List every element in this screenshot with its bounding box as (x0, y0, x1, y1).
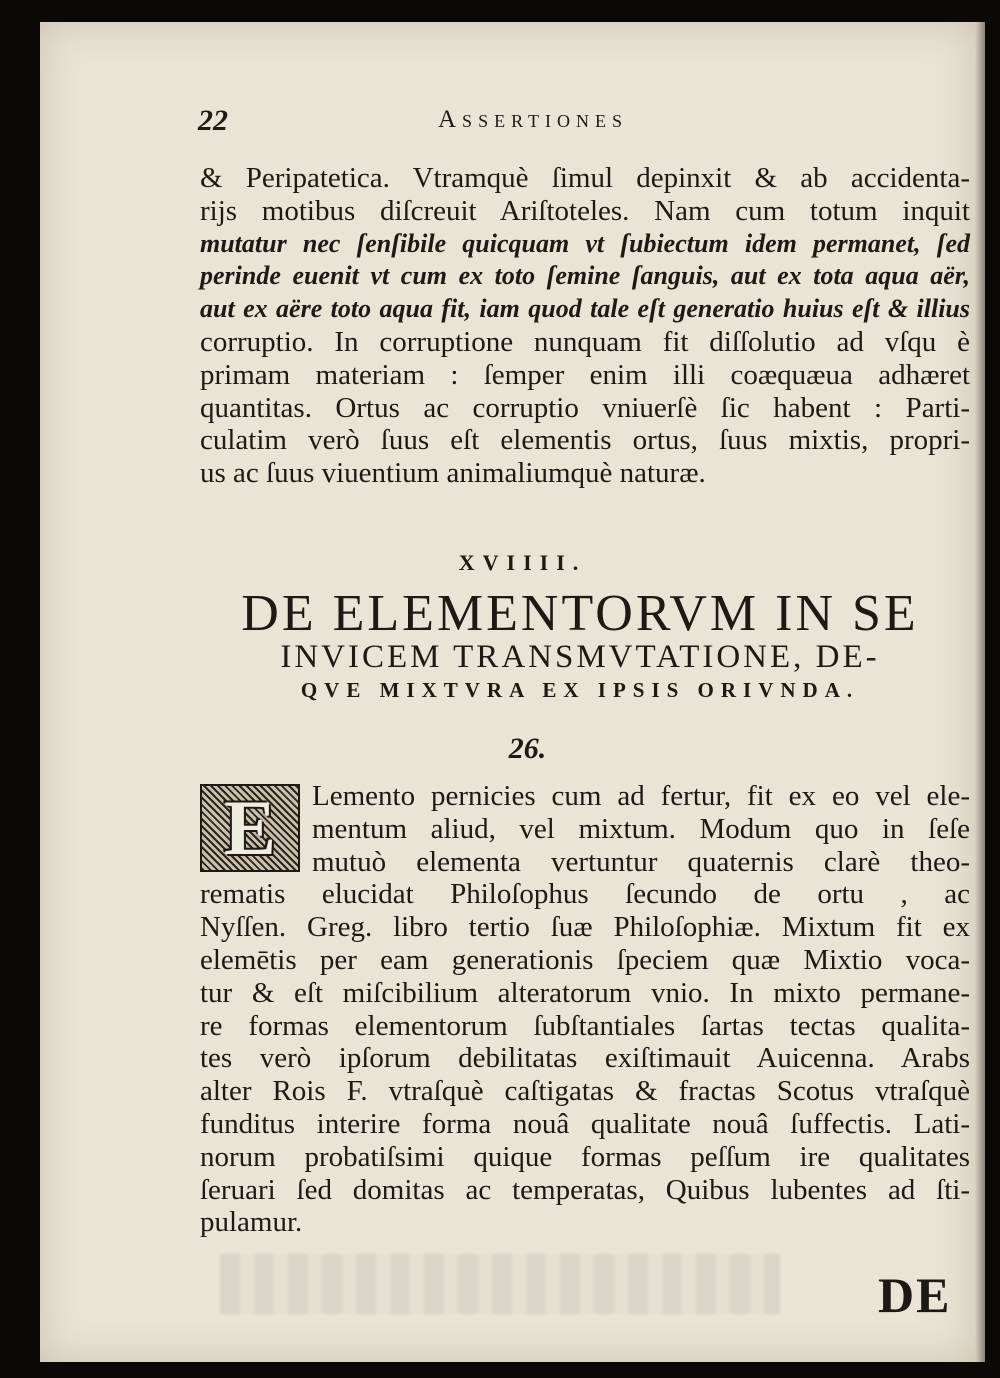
text-line: Nyſſen. Greg. libro tertio ſuæ Philoſophiæ. Mixtum fit ex (200, 911, 970, 944)
section-number: XVIIII. (458, 550, 587, 575)
text-line: rijs motibus diſcreuit Ariſtoteles. Nam cum totum inquit (200, 194, 970, 227)
text-line: aut ex aëre toto aqua fit, iam quod tale eſt generatio huius eſt & illius (200, 294, 970, 324)
book-page (40, 22, 975, 1362)
text-line: & Peripatetica. Vtramquè ſimul depinxit & ab accidenta- (200, 162, 970, 194)
text-line: culatim verò ſuus eſt elementis ortus, ſuus mixtis, propri- (200, 424, 970, 457)
text-line: Lemento pernicies cum ad fertur, fit ex eo vel ele- (312, 780, 970, 812)
text-line: re formas elementorum ſubſtantiales ſartas tectas qualita- (200, 1009, 970, 1042)
section-title-line-3: QVE MIXTVRA EX IPSIS ORIVNDA. (300, 678, 860, 702)
running-head: Assertiones (438, 106, 628, 133)
catchword: DE (878, 1267, 952, 1323)
text-line: ſeruari ſed domitas ac temperatas, Quibus lubentes ad ſti- (200, 1173, 970, 1206)
text-line: mutuò elementa vertuntur quaternis clarè theo- (312, 845, 970, 878)
article-number: 26. (508, 732, 547, 765)
paragraph-1 (200, 162, 970, 490)
text-line: tur & eſt miſcibilium alteratorum vnio. In mixto permane- (200, 976, 970, 1009)
text-line: mutatur nec ſenſibile quicquam vt ſubiectum idem permanet, ſed (200, 228, 970, 258)
text-line: quantitas. Ortus ac corruptio vniuerſè ſic habent : Parti- (200, 391, 970, 424)
text-line: funditus interire forma nouâ qualitate nouâ ſuffectis. Lati- (200, 1107, 970, 1140)
text-line: primam materiam : ſemper enim illi coæquæua adhæret (200, 358, 970, 391)
paragraph-2 (200, 780, 970, 1239)
initial-letter: E (223, 784, 277, 871)
folio-number: 22 (198, 104, 228, 137)
text-line: alter Rois F. vtraſquè caſtigatas & fractas Scotus vtraſquè (200, 1075, 970, 1108)
text-line: tes verò ipſorum debilitatas exiſtimauit Auicenna. Arabs (200, 1042, 970, 1075)
text-line: corruptio. In corruptione nunquam fit diſſolutio ad vſqu è (200, 325, 970, 358)
page-edge (975, 22, 985, 1362)
text-line: perinde euenit vt cum ex toto ſemine ſanguis, aut ex tota aqua aër, (200, 261, 970, 291)
text-line: us ac ſuus viuentium animaliumquè naturæ. (200, 457, 706, 490)
text-line: rematis elucidat Philoſophus ſecundo de ortu , ac (200, 878, 970, 911)
section-title-line-2: INVICEM TRANSMVTATIONE, DE- (280, 639, 880, 675)
show-through-ink (220, 1254, 780, 1314)
text-line: pulamur. (200, 1206, 303, 1239)
text-line: mentum aliud, vel mixtum. Modum quo in ſeſe (312, 812, 970, 845)
text-line: elemētis per eam generationis ſpeciem quæ Mixtio voca- (200, 943, 970, 976)
text-line: norum probatiſsimi quique formas peſſum ire qualitates (200, 1140, 970, 1173)
page-header (40, 104, 975, 144)
section-title-line-1: DE ELEMENTORVM IN SE (241, 585, 919, 642)
